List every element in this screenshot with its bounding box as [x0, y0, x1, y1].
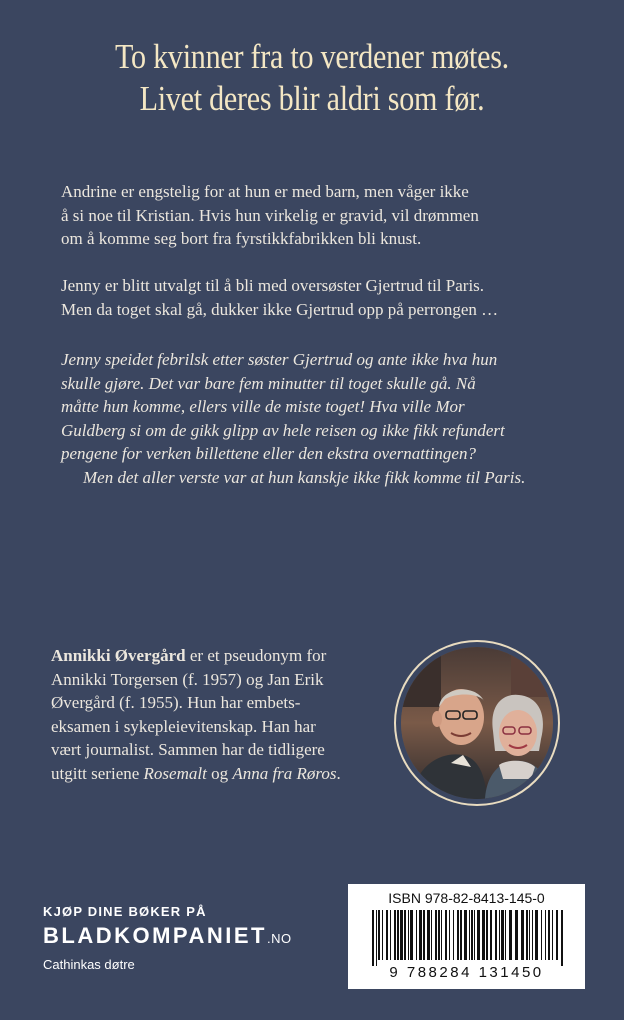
barcode-bar: [410, 910, 413, 960]
text-line: Men da toget skal gå, dukker ikke Gjertrud opp på perrongen …: [61, 299, 499, 319]
excerpt-quote: [61, 348, 566, 489]
barcode-bar: [390, 910, 391, 960]
barcode-bar: [505, 910, 506, 960]
series-title: Rosemalt: [143, 763, 207, 783]
barcode-bar: [535, 910, 538, 960]
isbn-barcode: [348, 884, 585, 989]
barcode-bar: [482, 910, 485, 960]
headline: [44, 36, 581, 120]
author-bio: [51, 644, 381, 785]
series-title: Anna fra Røros: [232, 763, 337, 783]
publisher-brand: BLADKOMPANIET: [43, 923, 267, 948]
text-line: Øvergård (f. 1955). Hun har embets-: [51, 693, 301, 712]
barcode-digits: 9 788284 131450: [389, 964, 544, 981]
barcode-bar: [521, 910, 524, 960]
author-name: Annikki Øvergård: [51, 646, 186, 665]
barcode-bar: [460, 910, 462, 960]
barcode-bar: [526, 910, 528, 960]
author-photo-frame: [394, 640, 560, 806]
barcode-bar: [474, 910, 475, 960]
barcode-bar: [423, 910, 425, 960]
text-line: Jenny er blitt utvalgt til å bli med oversøster Gjertrud til Paris.: [61, 276, 485, 295]
barcode-bar: [404, 910, 406, 960]
barcode-bar: [486, 910, 488, 960]
barcode-bar: [552, 910, 553, 960]
barcode-bar: [509, 910, 512, 960]
barcode-bar: [386, 910, 388, 960]
barcode-bar: [529, 910, 530, 960]
barcode-bar: [515, 910, 518, 960]
text-line: å si noe til Kristian. Hvis hun virkelig er gravid, vil drømmen: [61, 205, 479, 225]
text-line: Jenny speidet febrilsk etter søster Gjertrud og ante ikke hva hun: [61, 350, 498, 369]
synopsis-paragraph-2: [61, 274, 566, 321]
text-line: skulle gjøre. Det var bare fem minutter til toget skulle gå. Nå: [61, 373, 476, 393]
headline-line-1: To kvinner fra to verdener møtes.: [115, 37, 509, 76]
headline-line-2: Livet deres blir aldri som før.: [139, 79, 485, 118]
barcode-bar: [431, 910, 432, 960]
text-line: Guldberg si om de gikk glipp av hele reisen og ikke fikk refundert: [61, 420, 505, 440]
barcode-bar: [441, 910, 442, 960]
text-fragment: er et pseudonym for: [185, 646, 327, 665]
barcode-bar: [490, 910, 492, 960]
text-line: vært journalist. Sammen har de tidligere: [51, 740, 325, 759]
barcode-bar: [438, 910, 440, 960]
barcode-bar: [561, 910, 563, 966]
barcode-bar: [453, 910, 454, 960]
barcode-bar: [457, 910, 459, 960]
barcode-bar: [548, 910, 550, 960]
barcode-bar: [435, 910, 437, 960]
barcode-bar: [408, 910, 409, 960]
barcode-bar: [477, 910, 480, 960]
barcode-bar: [449, 910, 450, 960]
publisher-logo: [43, 923, 292, 949]
publisher-block: [43, 904, 292, 972]
text-fragment: .: [336, 763, 341, 783]
barcode-bar: [501, 910, 504, 960]
buy-books-text: KJØP DINE BØKER PÅ: [43, 904, 207, 919]
barcode-bar: [464, 910, 467, 960]
barcode-bar: [499, 910, 500, 960]
barcode-bar: [400, 910, 403, 960]
text-line: Annikki Torgersen (f. 1957) og Jan Erik: [51, 669, 324, 689]
barcode-bar: [378, 910, 380, 960]
isbn-number: ISBN 978-82-8413-145-0: [388, 890, 545, 906]
barcode-bar: [556, 910, 558, 960]
text-line: pengene for verken billettene eller den ekstra overnattingen?: [61, 444, 476, 463]
barcode-bar: [394, 910, 396, 960]
barcode-bar: [419, 910, 422, 960]
barcode-bar: [397, 910, 399, 960]
text-line: Andrine er engstelig for at hun er med barn, men våger ikke: [61, 182, 469, 201]
text-fragment: utgitt seriene: [51, 763, 144, 783]
author-photo-illustration: [401, 647, 553, 799]
text-line: om å komme seg bort fra fyrstikkfabrikken bli knust.: [61, 229, 422, 248]
barcode-bar: [376, 910, 377, 966]
author-photo: [401, 647, 553, 799]
series-name: Cathinkas døtre: [43, 957, 135, 972]
barcode-bar: [382, 910, 383, 960]
barcode-bar: [532, 910, 533, 960]
barcode-bar: [427, 910, 430, 960]
barcode-bar: [469, 910, 470, 960]
barcode-bar: [495, 910, 497, 960]
barcode-bar: [471, 910, 473, 960]
barcode-bar: [545, 910, 546, 960]
text-line: Men det aller verste var at hun kanskje ikke fikk komme til Paris.: [83, 467, 526, 487]
barcode-bar: [372, 910, 374, 966]
text-fragment: og: [206, 763, 233, 783]
text-line: eksamen i sykepleievitenskap. Han har: [51, 716, 316, 736]
barcode-bar: [541, 910, 542, 960]
text-line: måtte hun komme, ellers ville de miste toget! Hva ville Mor: [61, 397, 465, 416]
publisher-domain: .NO: [266, 931, 292, 946]
barcode-bar: [445, 910, 447, 960]
synopsis-paragraph-1: [61, 180, 566, 251]
barcode-bar: [416, 910, 417, 960]
